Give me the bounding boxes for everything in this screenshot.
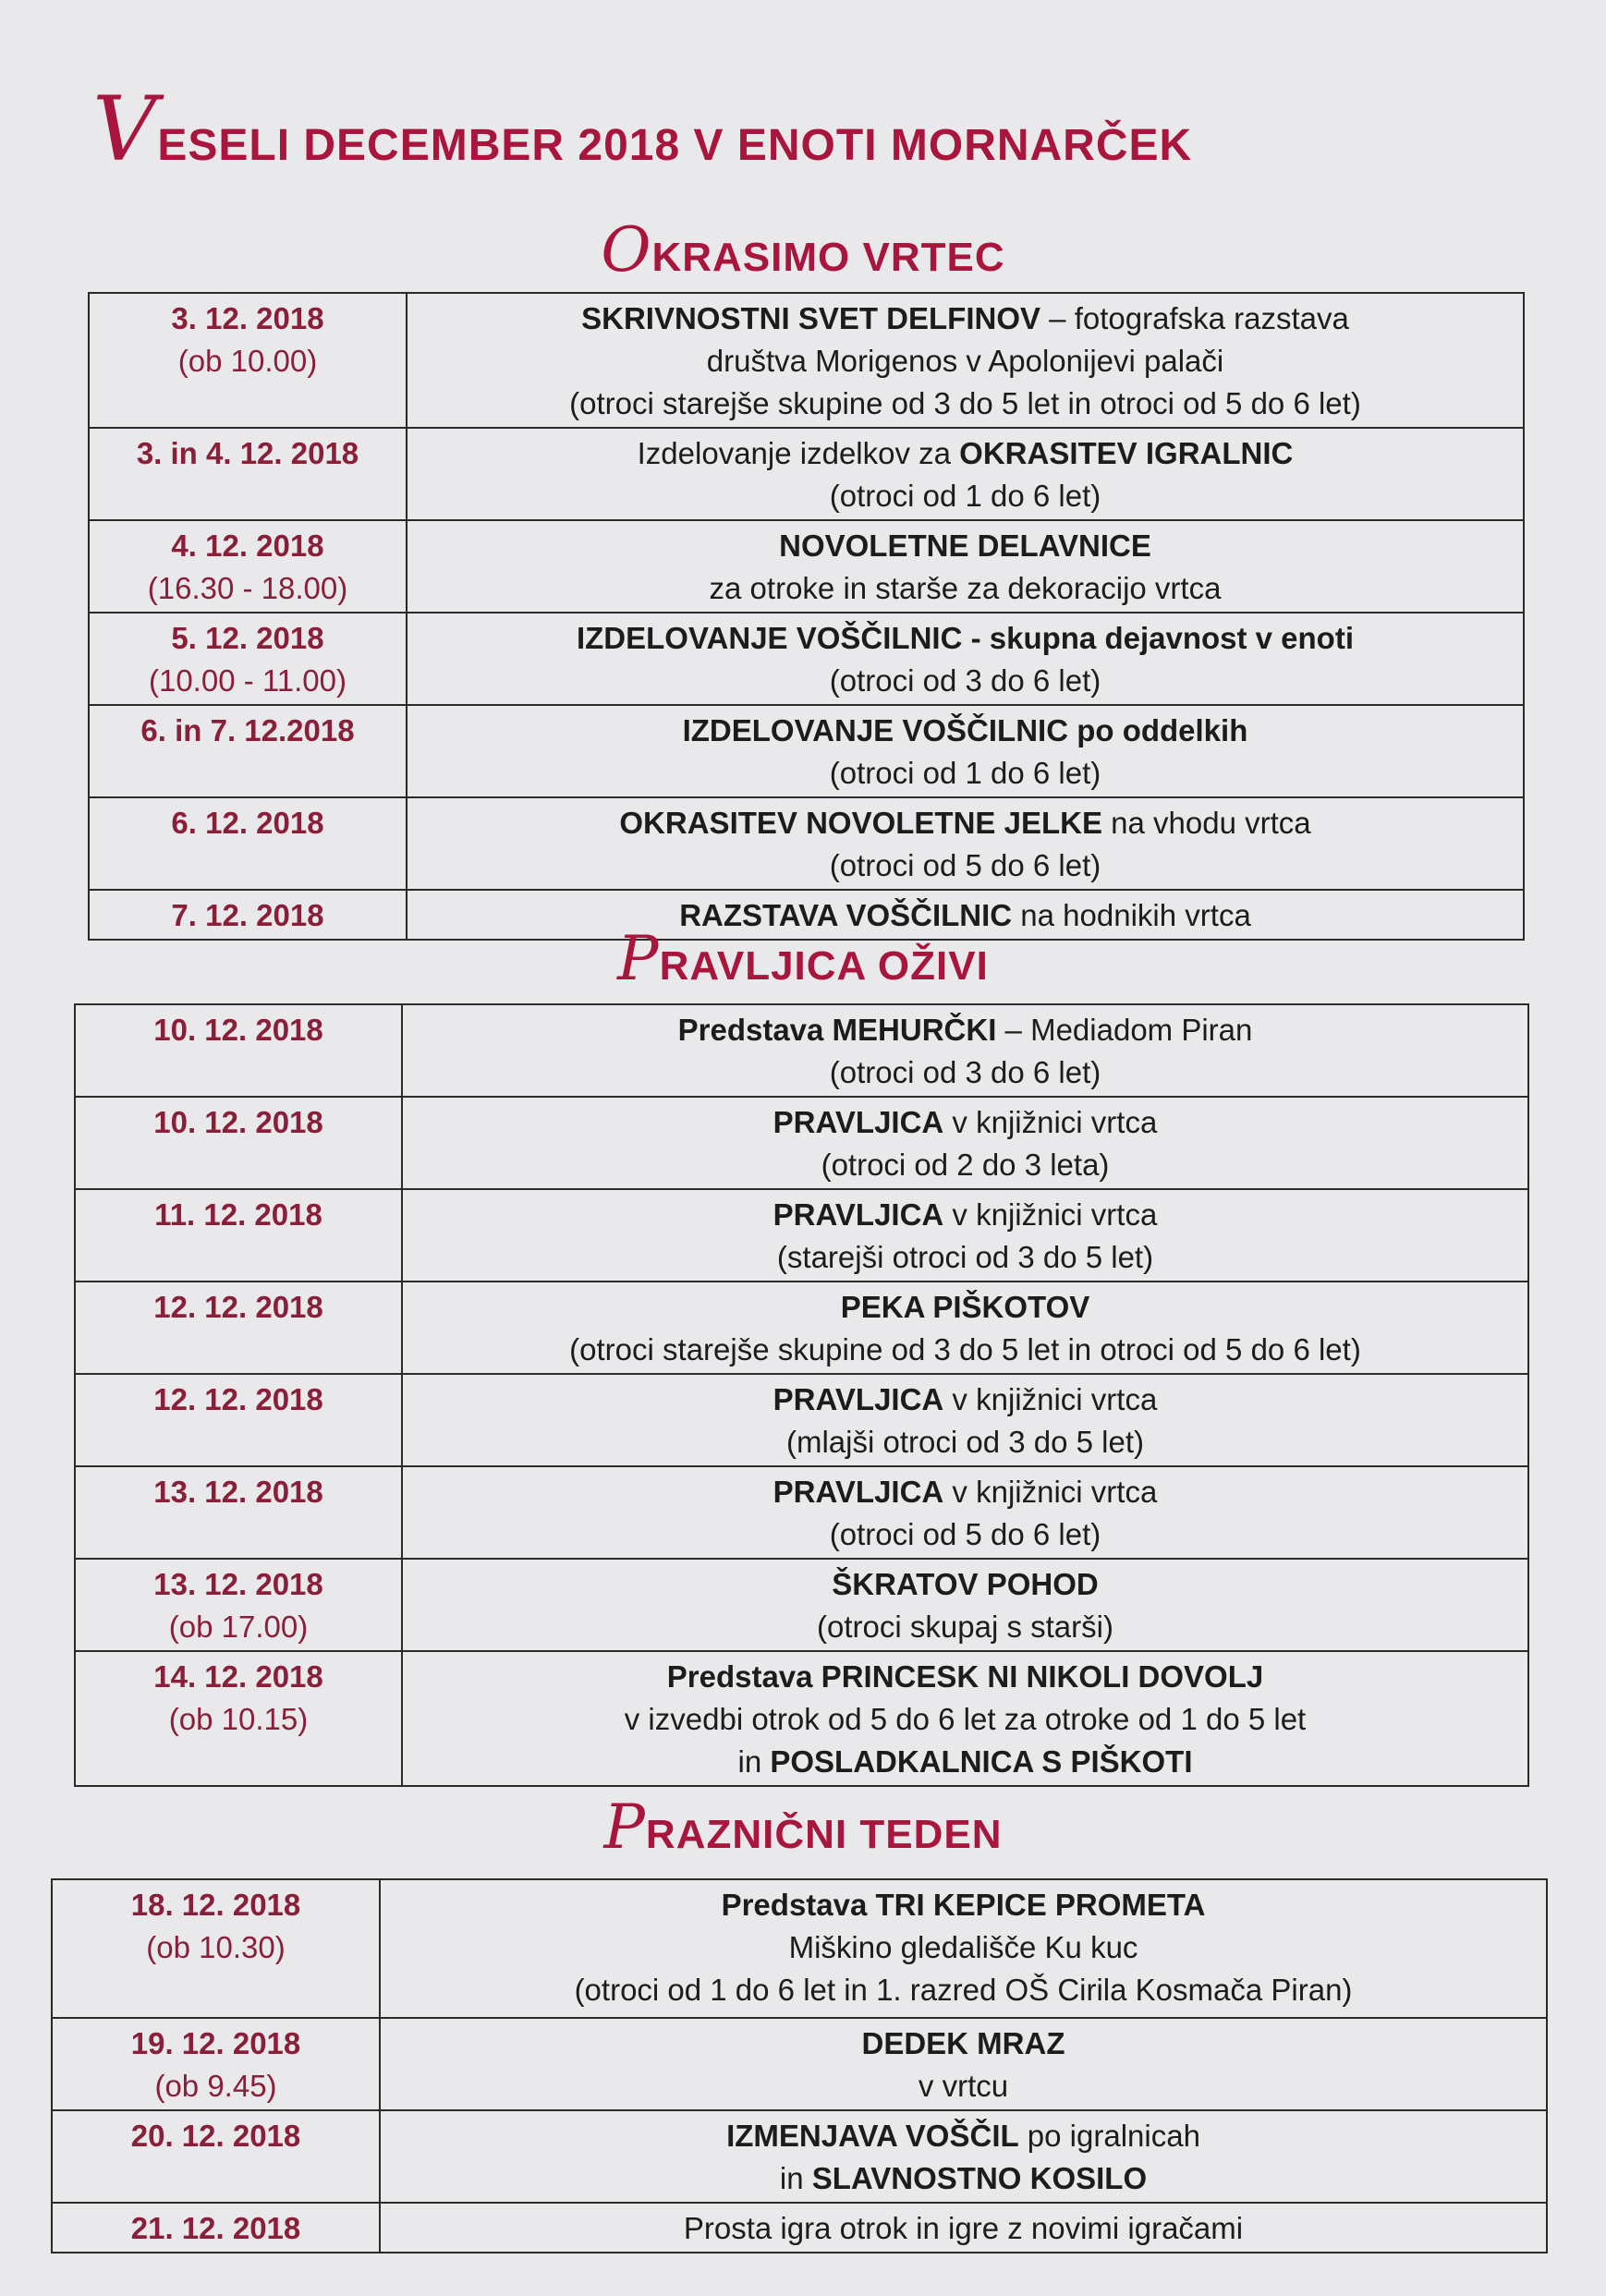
event-description-line [408,1513,1522,1556]
event-date: 11. 12. 2018 [154,1197,322,1232]
event-description-line [408,1606,1522,1648]
event-description-line [413,525,1517,567]
event-description-cell [407,293,1524,428]
schedule-table-praznicni [51,1878,1548,2253]
section-title-initial: P [617,923,660,994]
event-highlight-text: IZDELOVANJE VOŠČILNIC - skupna dejavnost v enoti [576,621,1355,655]
event-date-cell [89,428,407,520]
event-description-line [413,432,1517,475]
event-description-line [408,1051,1522,1094]
schedule-row [75,1004,1528,1097]
event-date: 6. 12. 2018 [171,806,324,840]
event-description-line [413,660,1517,702]
event-description-cell [407,428,1524,520]
event-description-line [408,1286,1522,1329]
event-date-cell [75,1559,402,1651]
event-text: (mlajši otroci od 3 do 5 let) [786,1425,1144,1459]
schedule-row [89,613,1524,705]
event-description-line [413,340,1517,383]
event-description-line [408,1144,1522,1186]
event-description-line [386,2065,1540,2108]
event-date: 13. 12. 2018 [153,1475,323,1509]
event-highlight-text: NOVOLETNE DELAVNICE [779,528,1151,563]
event-date-cell [52,2018,380,2110]
section-title-text: RAVLJICA OŽIVI [659,943,989,989]
schedule-row [89,705,1524,797]
section-title-pravljica [0,923,1606,994]
event-time: (ob 10.00) [177,344,318,378]
event-highlight-text: Predstava PRINCESK NI NIKOLI DOVOLJ [666,1659,1264,1694]
schedule-row [75,1651,1528,1786]
event-description-cell [402,1097,1528,1189]
event-date-cell [89,520,407,613]
schedule-row [75,1189,1528,1282]
event-description-line [408,1741,1522,1783]
event-highlight-text: ŠKRATOV POHOD [832,1567,1099,1601]
event-date-cell [89,613,407,705]
page-title-initial: V [92,78,158,181]
event-highlight-text: PRAVLJICA [773,1105,944,1139]
event-text: društva Morigenos v Apolonijevi palači [706,344,1224,378]
schedule-row [75,1282,1528,1374]
event-description-line [386,2157,1540,2200]
section-title-praznicni [0,1792,1606,1863]
event-highlight-text: IZDELOVANJE VOŠČILNIC po oddelkih [682,713,1248,747]
event-text: in [779,2161,812,2195]
event-description-line [413,844,1517,887]
event-text: (otroci od 1 do 6 let) [829,479,1101,513]
event-highlight-text: Predstava MEHURČKI [677,1013,997,1047]
event-description-cell [402,1282,1528,1374]
event-highlight-text: IZMENJAVA VOŠČIL [726,2119,1019,2153]
section-title-text: RAZNIČNI TEDEN [645,1812,1003,1857]
event-text: (otroci od 1 do 6 let) [829,756,1101,790]
event-description-cell [407,705,1524,797]
section-title-initial: O [601,214,652,285]
section-title-initial: P [603,1792,646,1863]
schedule-row [75,1559,1528,1651]
event-time: (16.30 - 18.00) [147,571,348,605]
event-date-cell [52,2110,380,2203]
event-highlight-text: SKRIVNOSTNI SVET DELFINOV [581,301,1041,335]
event-time: (10.00 - 11.00) [148,663,347,698]
event-text: in [737,1744,771,1779]
event-description-cell [407,797,1524,890]
event-text: v knjižnici vrtca [943,1382,1158,1416]
event-date-cell [75,1189,402,1282]
event-description-cell [380,1879,1547,2018]
event-text: v knjižnici vrtca [943,1197,1158,1232]
event-highlight-text: PRAVLJICA [773,1475,944,1509]
event-highlight-text: OKRASITEV IGRALNIC [959,436,1294,470]
section-title-text: KRASIMO VRTEC [651,235,1005,280]
event-highlight-text: POSLADKALNICA S PIŠKOTI [770,1744,1193,1779]
page-title [92,78,1193,181]
event-date-cell [52,2203,380,2253]
schedule-row [52,2110,1547,2203]
event-highlight-text: OKRASITEV NOVOLETNE JELKE [619,806,1102,840]
event-text: na hodnikih vrtca [1012,898,1251,932]
event-date: 21. 12. 2018 [130,2211,301,2245]
event-date-cell [75,1466,402,1559]
event-text: – fotografska razstava [1040,301,1349,335]
event-highlight-text: Predstava TRI KEPICE PROMETA [721,1888,1206,1922]
event-date: 7. 12. 2018 [171,898,324,932]
event-description-cell [402,1466,1528,1559]
event-date: 19. 12. 2018 [130,2026,301,2060]
schedule-row [89,428,1524,520]
event-date: 14. 12. 2018 [153,1659,323,1694]
event-text: Izdelovanje izdelkov za [637,436,960,470]
schedule-table-okrasimo [88,292,1525,941]
schedule-row [75,1097,1528,1189]
schedule-row [52,1879,1547,2018]
event-date: 6. in 7. 12.2018 [140,713,355,747]
event-date-cell [75,1651,402,1786]
event-date-cell [89,293,407,428]
event-text: (otroci od 1 do 6 let in 1. razred OŠ Cirila Kosmača Piran) [574,1973,1353,2007]
event-date: 20. 12. 2018 [130,2119,301,2153]
event-text: (otroci od 5 do 6 let) [829,1517,1101,1551]
event-date: 12. 12. 2018 [153,1382,323,1416]
event-text: (otroci starejše skupine od 3 do 5 let in otroci od 5 do 6 let) [569,386,1361,420]
event-date-cell [52,1879,380,2018]
event-description-line [408,1009,1522,1051]
schedule-row [75,1374,1528,1466]
event-description-line [408,1471,1522,1513]
event-date: 13. 12. 2018 [153,1567,323,1601]
event-date: 18. 12. 2018 [130,1888,301,1922]
schedule-row [89,293,1524,428]
page-title-text: ESELI DECEMBER 2018 V ENOTI MORNARČEK [157,121,1193,170]
event-date: 10. 12. 2018 [153,1105,323,1139]
event-date: 5. 12. 2018 [171,621,324,655]
event-description-line [386,2207,1540,2250]
event-text: (otroci skupaj s starši) [817,1610,1113,1644]
event-description-line [413,710,1517,752]
event-text: (starejši otroci od 3 do 5 let) [776,1240,1154,1274]
event-description-cell [402,1004,1528,1097]
event-text: (otroci od 2 do 3 leta) [821,1148,1110,1182]
event-text: v knjižnici vrtca [943,1475,1158,1509]
event-highlight-text: PRAVLJICA [773,1197,944,1232]
event-date-cell [89,705,407,797]
event-description-cell [380,2203,1547,2253]
event-description-line [408,1698,1522,1741]
schedule-row [75,1466,1528,1559]
event-text: v vrtcu [918,2069,1009,2103]
event-description-line [413,475,1517,517]
event-description-line [408,1563,1522,1606]
event-description-cell [407,613,1524,705]
event-description-line [408,1379,1522,1421]
event-description-cell [402,1651,1528,1786]
event-date-cell [89,797,407,890]
schedule-row [52,2203,1547,2253]
event-text: (otroci od 3 do 6 let) [829,663,1101,698]
schedule-row [89,520,1524,613]
schedule-table-pravljica [74,1003,1529,1787]
event-text: (otroci starejše skupine od 3 do 5 let in otroci od 5 do 6 let) [569,1332,1361,1367]
event-description-line [408,1194,1522,1236]
event-description-cell [380,2018,1547,2110]
event-description-line [408,1656,1522,1698]
event-date-cell [75,1282,402,1374]
event-text: Miškino gledališče Ku kuc [788,1930,1138,1964]
event-date: 3. 12. 2018 [171,301,324,335]
event-text: na vhodu vrtca [1101,806,1311,840]
event-description-line [413,298,1517,340]
event-text: – Mediadom Piran [996,1013,1253,1047]
event-text: v izvedbi otrok od 5 do 6 let za otroke od 1 do 5 let [624,1702,1307,1736]
event-date: 12. 12. 2018 [153,1290,323,1324]
event-date: 3. in 4. 12. 2018 [136,436,359,470]
event-description-line [386,1926,1540,1969]
event-description-line [413,617,1517,660]
event-time: (ob 17.00) [168,1610,309,1644]
event-description-cell [402,1374,1528,1466]
event-text: po igralnicah [1018,2119,1200,2153]
event-text: Prosta igra otrok in igre z novimi igračami [683,2211,1244,2245]
event-text: (otroci od 5 do 6 let) [829,848,1101,882]
event-description-line [386,1969,1540,2011]
event-date: 4. 12. 2018 [171,528,324,563]
event-description-line [386,1884,1540,1926]
section-title-okrasimo [0,214,1606,285]
event-text: (otroci od 3 do 6 let) [829,1055,1101,1089]
event-description-line [408,1421,1522,1464]
event-description-cell [380,2110,1547,2203]
event-time: (ob 9.45) [154,2069,277,2103]
event-highlight-text: PEKA PIŠKOTOV [840,1290,1090,1324]
event-date: 10. 12. 2018 [153,1013,323,1047]
event-description-line [386,2115,1540,2157]
event-description-line [408,1329,1522,1371]
event-date-cell [75,1374,402,1466]
event-text: v knjižnici vrtca [943,1105,1158,1139]
event-description-cell [402,1189,1528,1282]
event-highlight-text: RAZSTAVA VOŠČILNIC [679,898,1013,932]
event-description-cell [407,520,1524,613]
event-description-line [413,752,1517,795]
event-date-cell [75,1097,402,1189]
event-description-line [413,802,1517,844]
event-highlight-text: SLAVNOSTNO KOSILO [811,2161,1148,2195]
event-description-cell [402,1559,1528,1651]
event-description-line [386,2023,1540,2065]
event-time: (ob 10.15) [168,1702,309,1736]
event-highlight-text: PRAVLJICA [773,1382,944,1416]
event-text: za otroke in starše za dekoracijo vrtca [709,571,1222,605]
schedule-row [89,797,1524,890]
event-description-line [413,567,1517,610]
schedule-row [52,2018,1547,2110]
event-time: (ob 10.30) [146,1930,286,1964]
event-description-line [413,383,1517,425]
event-highlight-text: DEDEK MRAZ [861,2026,1065,2060]
event-description-line [408,1101,1522,1144]
event-date-cell [75,1004,402,1097]
event-description-line [408,1236,1522,1279]
